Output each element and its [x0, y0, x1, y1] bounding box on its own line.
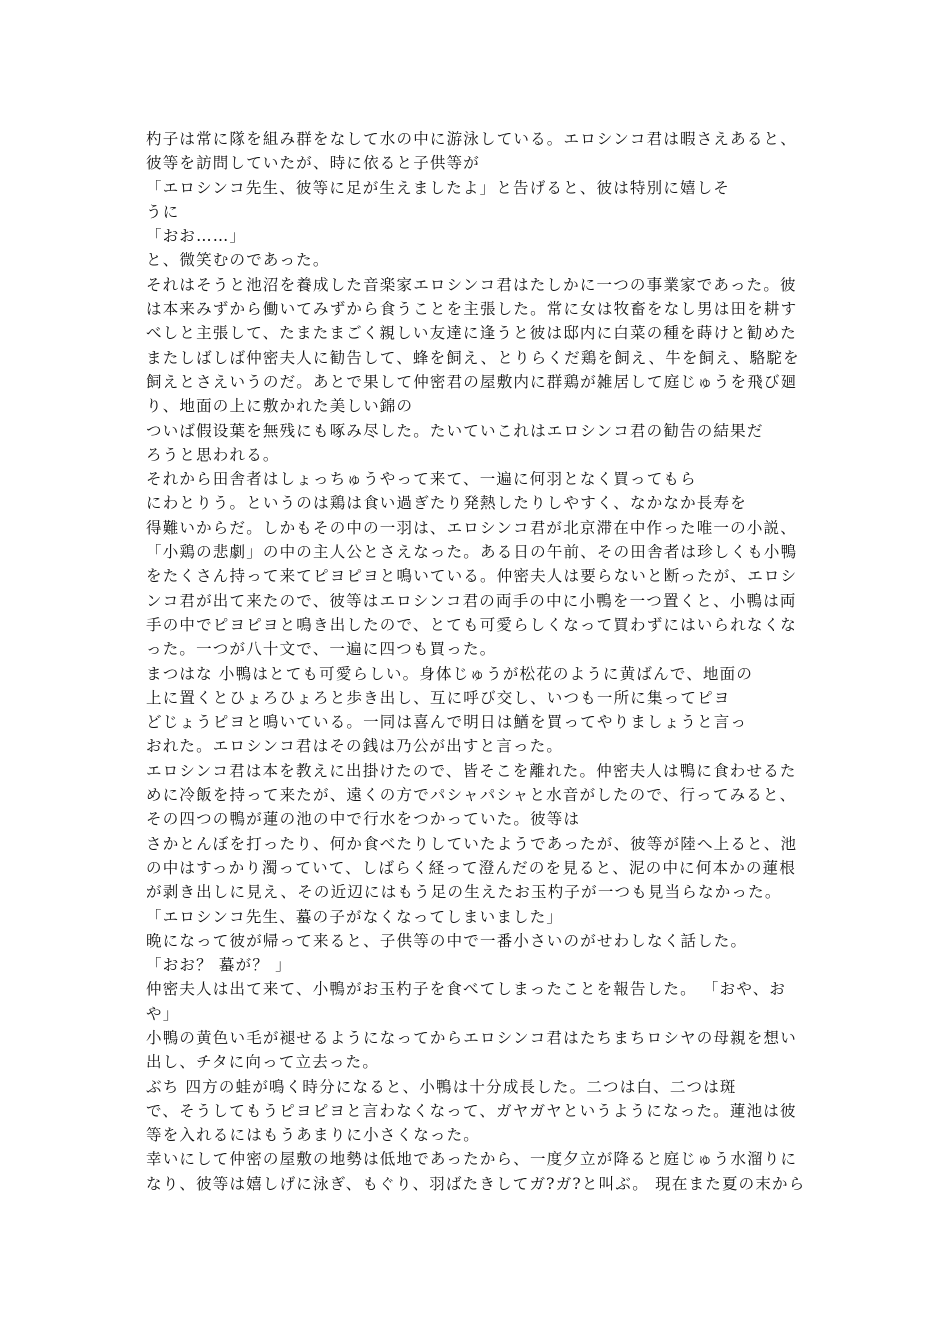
- text-line: うに: [146, 202, 180, 221]
- text-line: 彼等を訪問していたが、時に依ると子供等が: [146, 154, 481, 173]
- text-line: で、そうしてもうピヨピヨと言わなくなって、ガヤガヤというようになった。蓮池は彼: [146, 1101, 797, 1120]
- text-line: なり、彼等は嬉しげに泳ぎ、もぐり、羽ばたきしてガ?ガ?と叫ぶ。 現在また夏の末から: [146, 1174, 806, 1193]
- text-line: 仲密夫人は出て来て、小鴨がお玉杓子を食べてしまったことを報告した。 「おや、お: [146, 980, 787, 999]
- text-line: ぶち 四方の蛙が鳴く時分になると、小鴨は十分成長した。二つは白、二つは斑: [146, 1077, 737, 1096]
- text-line: 得難いからだ。しかもその中の一羽は、エロシンコ君が北京滞在中作った唯一の小説、: [146, 518, 797, 537]
- text-line: 幸いにして仲密の屋敷の地勢は低地であったから、一度夕立が降ると庭じゅう水溜りに: [146, 1150, 798, 1169]
- text-line: エロシンコ君は本を教えに出掛けたので、皆そこを離れた。仲密夫人は鴨に食わせるた: [146, 761, 797, 780]
- text-line: の中はすっかり濁っていて、しばらく経って澄んだのを見ると、泥の中に何本かの蓮根: [146, 858, 797, 877]
- body-text: [146, 127, 822, 1196]
- text-line: や」: [146, 1004, 180, 1023]
- text-line: 手の中でピヨピヨと鳴き出したので、とても可愛らしくなって買わずにはいられなくな: [146, 615, 797, 634]
- text-line: 晩になって彼が帰って来ると、子供等の中で一番小さいのがせわしなく話した。: [146, 931, 748, 950]
- text-line: 出し、チタに向って立去った。: [146, 1053, 380, 1072]
- text-line: 等を入れるにはもうあまりに小さくなった。: [146, 1126, 481, 1145]
- text-line: 「小鶏の悲劇」の中の主人公とさえなった。ある日の午前、その田舎者は珍しくも小鴨: [146, 543, 798, 562]
- text-line: 「エロシンコ先生、彼等に足が生えましたよ」と告げると、彼は特別に嬉しそ: [146, 178, 731, 197]
- text-line: べしと主張して、たまたまごく親しい友達に逢うと彼は邸内に白菜の種を蒔けと勧めた: [146, 324, 797, 343]
- text-line: またしばしば仲密夫人に勧告して、蜂を飼え、とりらくだ鶏を飼え、牛を飼え、駱駝を: [146, 348, 800, 367]
- text-line: り、地面の上に敷かれた美しい錦の: [146, 397, 414, 416]
- text-line: ろうと思われる。: [146, 445, 280, 464]
- text-line: った。一つが八十文で、一遍に四つも買った。: [146, 640, 497, 659]
- text-line: それはそうと池沼を養成した音楽家エロシンコ君はたしかに一つの事業家であった。彼: [146, 275, 797, 294]
- text-line: 「エロシンコ先生、蟇の子がなくなってしまいました」: [146, 907, 564, 926]
- text-line: めに冷飯を持って来たが、遠くの方でパシャパシャと水音がしたので、行ってみると、: [146, 786, 797, 805]
- text-line: 「おお？ 蟇が？ 」: [146, 956, 292, 975]
- text-line: ンコ君が出て来たので、彼等はエロシンコ君の両手の中に小鴨を一つ置くと、小鴨は両: [146, 591, 797, 610]
- text-line: 「おお……」: [146, 227, 247, 246]
- text-line: おれた。エロシンコ君はその銭は乃公が出すと言った。: [146, 737, 564, 756]
- text-line: をたくさん持って来てピヨピヨと鳴いている。仲密夫人は要らないと断ったが、エロシ: [146, 567, 798, 586]
- text-line: ついば假设葉を無残にも啄み尽した。たいていこれはエロシンコ君の勧告の結果だ: [146, 421, 764, 440]
- text-line: 杓子は常に隊を組み群をなして水の中に游泳している。エロシンコ君は暇さえあると、: [146, 130, 797, 148]
- text-line: にわとりう。というのは鶏は食い過ぎたり発熱したりしやすく、なかなか長寿を: [146, 494, 747, 513]
- text-line: まつはな 小鴨はとても可愛らしい。身体じゅうが松花のように黄ばんで、地面の: [146, 664, 754, 683]
- text-line: 上に置くとひょろひょろと歩き出し、互に呼び交し、いつも一所に集ってピヨ: [146, 688, 731, 707]
- text-line: どじょうピヨと鳴いている。一同は喜んで明日は鰌を買ってやりましょうと言っ: [146, 713, 748, 732]
- text-line: 飼えとさえいうのだ。あとで果して仲密君の屋敷内に群鶏が雑居して庭じゅうを飛び廻: [146, 372, 798, 391]
- text-line: その四つの鴨が蓮の池の中で行水をつかっていた。彼等は: [146, 810, 581, 829]
- text-line: さかとんぼを打ったり、何か食べたりしていたようであったが、彼等が陸へ上ると、池: [146, 834, 798, 853]
- text-line: と、微笑むのであった。: [146, 251, 330, 270]
- text-line: が剥き出しに見え、その近辺にはもう足の生えたお玉杓子が一つも見当らなかった。: [146, 883, 782, 902]
- text-line: は本来みずから働いてみずから食うことを主張した。常に女は牧畜をなし男は田を耕す: [146, 300, 798, 319]
- text-line: 小鴨の黄色い毛が褪せるようになってからエロシンコ君はたちまちロシヤの母親を想い: [146, 1028, 797, 1047]
- text-line: それから田舎者はしょっちゅうやって来て、一遍に何羽となく買ってもら: [146, 470, 697, 489]
